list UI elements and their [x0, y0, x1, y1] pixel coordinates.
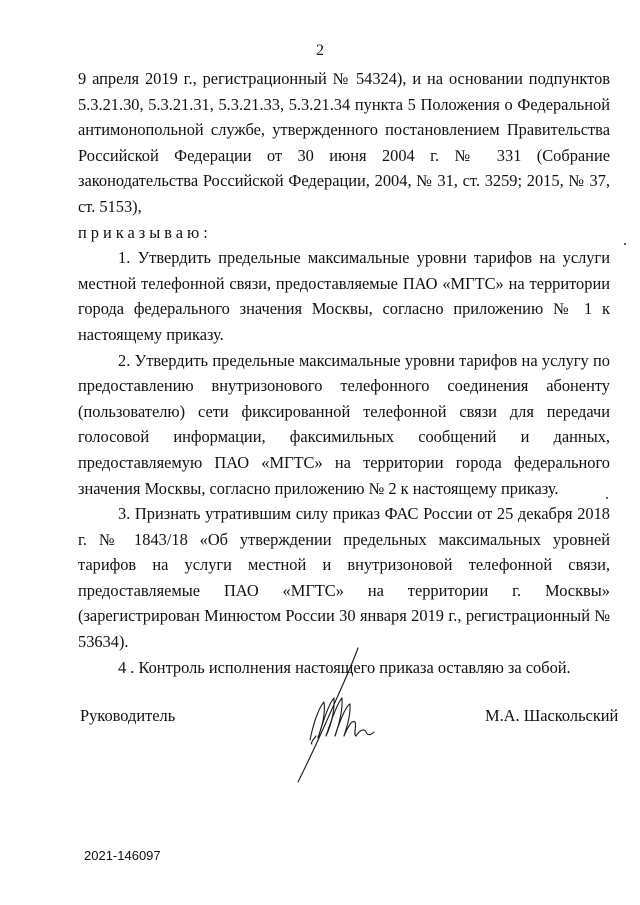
scan-speck — [606, 497, 608, 499]
order-item-1: 1. Утвердить предельные максимальные уровни тарифов на услуги местной телефонной связи, предоставляемые ПАО «МГТС» на территории города федерального значения Москвы, согласно приложению № 1 к настоящему приказу. — [78, 248, 610, 344]
signer-name: М.А. Шаскольский — [485, 706, 619, 725]
signer-title: Руководитель — [80, 706, 176, 725]
order-item-2: 2. Утвердить предельные максимальные уровни тарифов на услугу по предоставлению внутризонового телефонного соединения абоненту (пользователю) сети фиксированной телефонной связи для передачи голосовой информации, факсимильных сообщений и данных, предоставляемую ПАО «МГТС» на территории города федерального значения Москвы, согласно приложению № 2 к настоящему приказу. — [78, 350, 610, 498]
document-body — [78, 66, 610, 680]
order-item-3: 3. Признать утратившим силу приказ ФАС России от 25 декабря 2018 г. № 1843/18 «Об утверждении предельных максимальных уровней тарифов на услуги местной и внутризоновой телефонной связи, предоставляемые ПАО «МГТС» на территории г. Москвы» (зарегистрирован Минюстом России 30 января 2019 г., регистрационный № 53634). — [78, 504, 610, 652]
page-number: 2 — [316, 42, 324, 59]
order-item-4: 4 . Контроль исполнения настоящего приказа оставляю за собой. — [118, 657, 571, 677]
intro-paragraph: 9 апреля 2019 г., регистрационный № 54324), и на основании подпунктов 5.3.21.30, 5.3.21.31, 5.3.21.33, 5.3.21.34 пункта 5 Положения о Федеральной антимонопольной службе, утвержденного постановлением Правительства Российской Федерации от 30 июня 2004 г. № 331 (Собрание законодательства Российской Федерации, 2004, № 31, ст. 3259; 2015, № 37, ст. 5153), — [78, 69, 610, 216]
scan-speck — [624, 243, 626, 245]
handwritten-signature — [280, 640, 390, 790]
document-number: 2021-146097 — [84, 848, 161, 863]
order-word: приказываю: — [78, 222, 212, 242]
